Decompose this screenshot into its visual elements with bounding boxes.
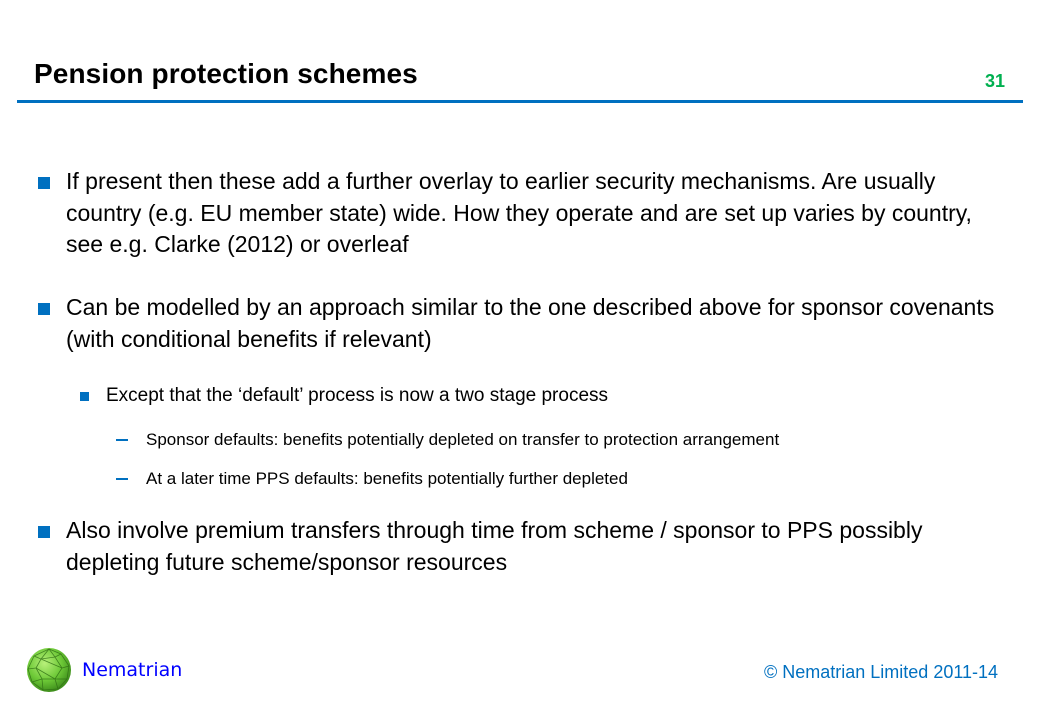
bullet-item [66,515,996,578]
square-bullet-icon [80,392,89,401]
dash-item [146,429,1006,451]
square-bullet-icon [38,526,50,538]
page-number: 31 [985,71,1006,91]
sub-bullet-text: Except that the ‘default’ process is now a two stage process [106,385,609,406]
geodesic-sphere-icon [25,646,73,694]
bullet-text: Also involve premium transfers through time from scheme / sponsor to PPS possibly depleting future scheme/sponsor resources [66,517,923,575]
bullet-text: If present then these add a further overlay to earlier security mechanisms. Are usually country (e.g. EU member state) wide. How they operate and are set up varies by country, see e.g. Clarke (2012) or overleaf [66,168,972,257]
footer-copyright: © Nematrian Limited 2011-14 [764,662,999,682]
dash-item-text: At a later time PPS defaults: benefits potentially further depleted [146,469,628,488]
square-bullet-icon [38,177,50,189]
dash-item [146,468,1006,490]
sub-bullet-item [106,384,986,408]
title-divider [17,100,1023,103]
square-bullet-icon [38,303,50,315]
bullet-item [66,166,996,261]
slide-title: Pension protection schemes [34,58,418,89]
dash-bullet-icon [116,478,128,480]
dash-bullet-icon [116,439,128,441]
dash-item-text: Sponsor defaults: benefits potentially depleted on transfer to protection arrangement [146,430,780,449]
bullet-text: Can be modelled by an approach similar to the one described above for sponsor covenants (with conditional benefits if relevant) [66,294,995,352]
bullet-item [66,292,996,355]
footer-brand: Nematrian [82,659,183,681]
